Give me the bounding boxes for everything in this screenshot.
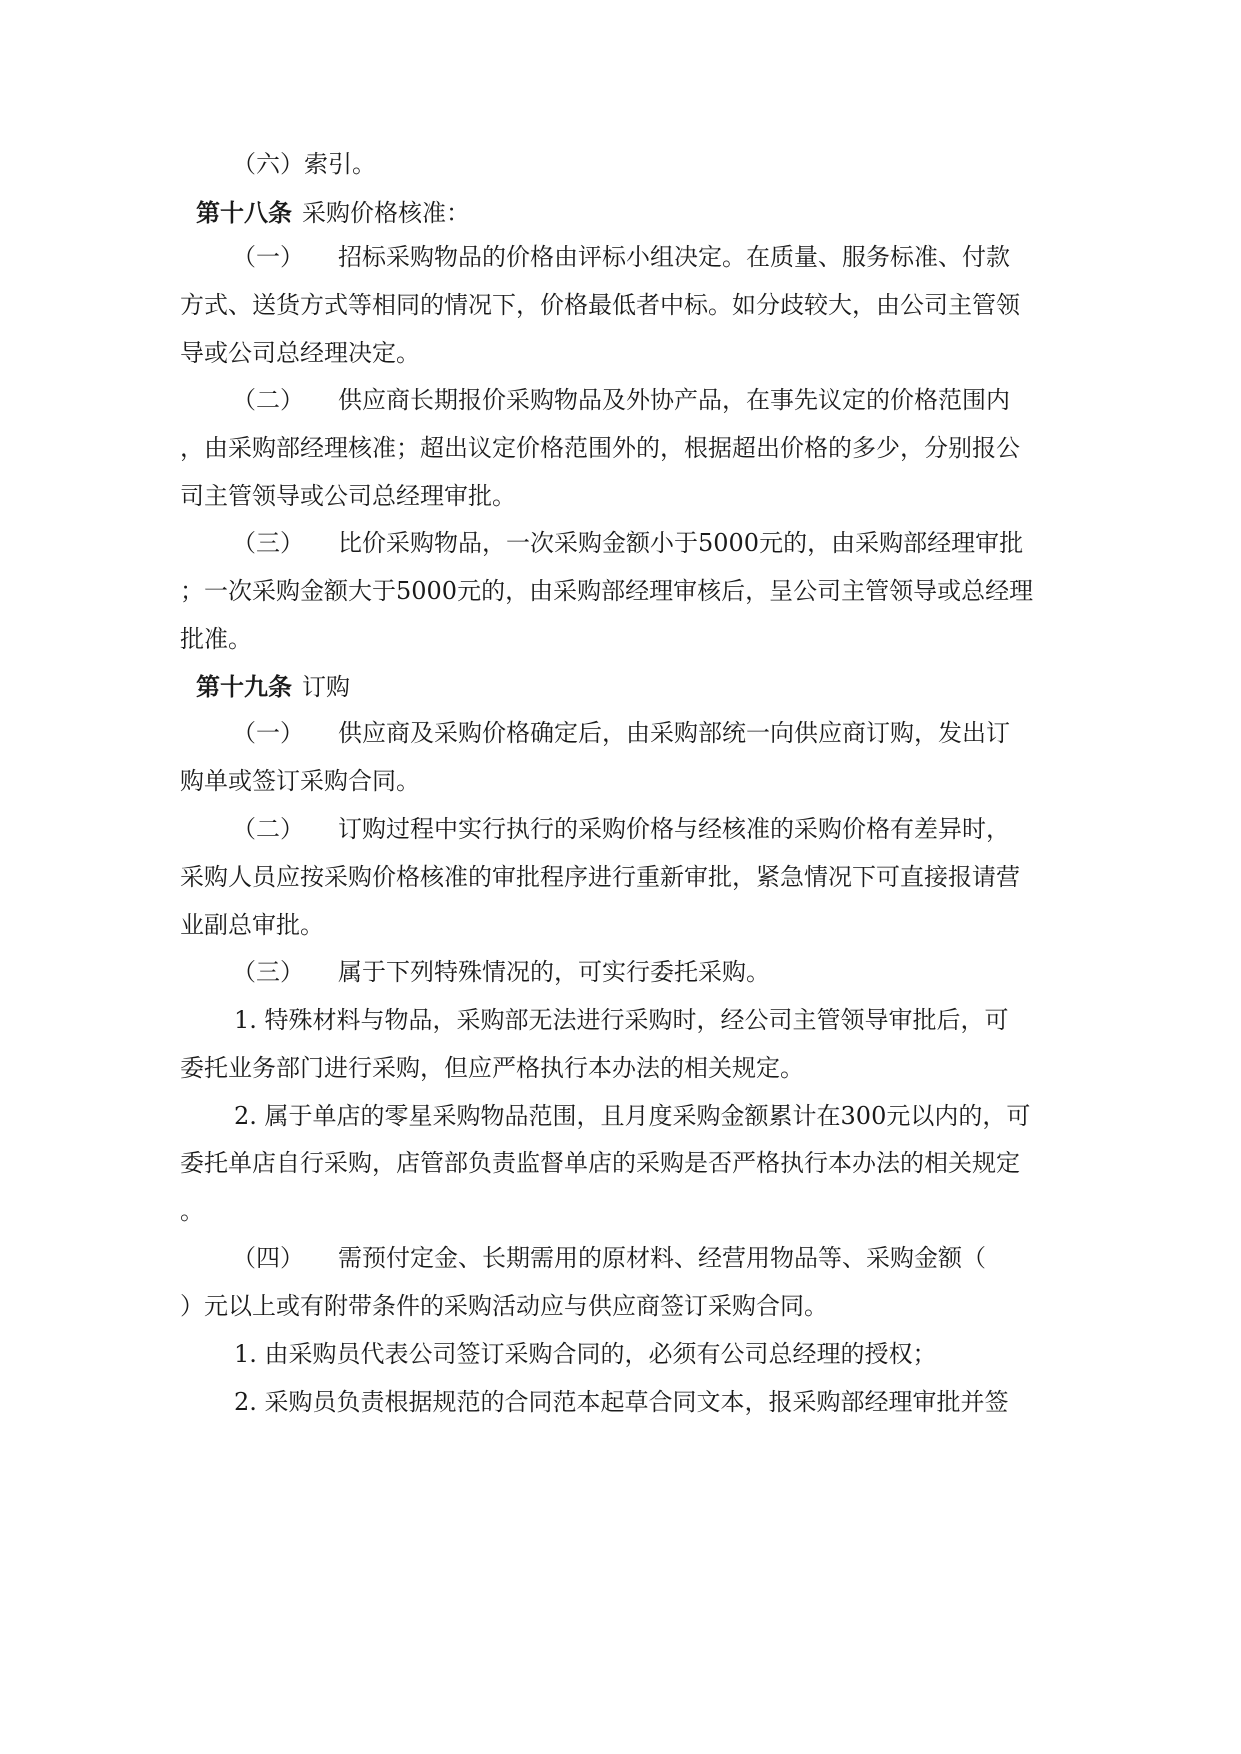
text-line: 业副总审批。: [180, 911, 324, 939]
item-number: （二）: [232, 386, 304, 414]
text-line: （六）索引。: [232, 150, 376, 178]
text-line: [232, 528, 1023, 558]
item-text: 属于下列特殊情况的，可实行委托采购。: [338, 958, 770, 986]
text-line: 方式、送货方式等相同的情况下，价格最低者中标。如分歧较大，由公司主管领: [180, 291, 1020, 319]
article-19-heading: [196, 672, 350, 702]
text-line: 采购人员应按采购价格核准的审批程序进行重新审批，紧急情况下可直接报请营: [180, 863, 1020, 891]
item-text: 供应商及采购价格确定后，由采购部统一向供应商订购，发出订: [338, 719, 1010, 747]
item-number: （一）: [232, 243, 304, 271]
item-text: 订购过程中实行执行的采购价格与经核准的采购价格有差异时，: [338, 815, 1010, 843]
text-line: [232, 957, 770, 987]
text-line: 。: [180, 1197, 204, 1225]
text-line: [232, 718, 1010, 748]
item-number: （一）: [232, 719, 304, 747]
text-line: [232, 814, 1010, 844]
text-line: [232, 1243, 986, 1273]
article-title: 采购价格核准：: [302, 199, 470, 227]
text-line: 2. 采购员负责根据规范的合同范本起草合同文本，报采购部经理审批并签: [234, 1388, 1009, 1416]
text-line: 1. 由采购员代表公司签订采购合同的，必须有公司总经理的授权；: [234, 1340, 937, 1368]
item-text: 比价采购物品，一次采购金额小于5000元的，由采购部经理审批: [338, 529, 1024, 557]
article-18-heading: [196, 198, 470, 228]
text-line: 购单或签订采购合同。: [180, 767, 420, 795]
article-number: 第十八条: [196, 198, 292, 227]
text-line: ；一次采购金额大于5000元的，由采购部经理审核后，呈公司主管领导或总经理: [180, 577, 1034, 605]
item-number: （四）: [232, 1244, 304, 1272]
text-line: 2. 属于单店的零星采购物品范围，且月度采购金额累计在300元以内的，可: [234, 1102, 1031, 1130]
article-number: 第十九条: [196, 672, 292, 701]
text-line: [232, 385, 1010, 415]
text-line: 导或公司总经理决定。: [180, 339, 420, 367]
text-line: 委托单店自行采购，店管部负责监督单店的采购是否严格执行本办法的相关规定: [180, 1149, 1020, 1177]
item-number: （二）: [232, 815, 304, 843]
item-text: 招标采购物品的价格由评标小组决定。在质量、服务标准、付款: [338, 243, 1010, 271]
article-title: 订购: [302, 673, 350, 701]
text-line: 司主管领导或公司总经理审批。: [180, 482, 516, 510]
text-line: [232, 242, 1010, 272]
text-line: 批准。: [180, 625, 252, 653]
text-line: 委托业务部门进行采购，但应严格执行本办法的相关规定。: [180, 1054, 804, 1082]
item-number: （三）: [232, 529, 304, 557]
item-text: 供应商长期报价采购物品及外协产品，在事先议定的价格范围内: [338, 386, 1010, 414]
text-line: ）元以上或有附带条件的采购活动应与供应商签订采购合同。: [180, 1292, 828, 1320]
text-line: ，由采购部经理核准；超出议定价格范围外的，根据超出价格的多少，分别报公: [180, 434, 1020, 462]
text-line: 1. 特殊材料与物品，采购部无法进行采购时，经公司主管领导审批后，可: [234, 1006, 1009, 1034]
item-text: 需预付定金、长期需用的原材料、经营用物品等、采购金额（: [338, 1244, 986, 1272]
item-number: （三）: [232, 958, 304, 986]
